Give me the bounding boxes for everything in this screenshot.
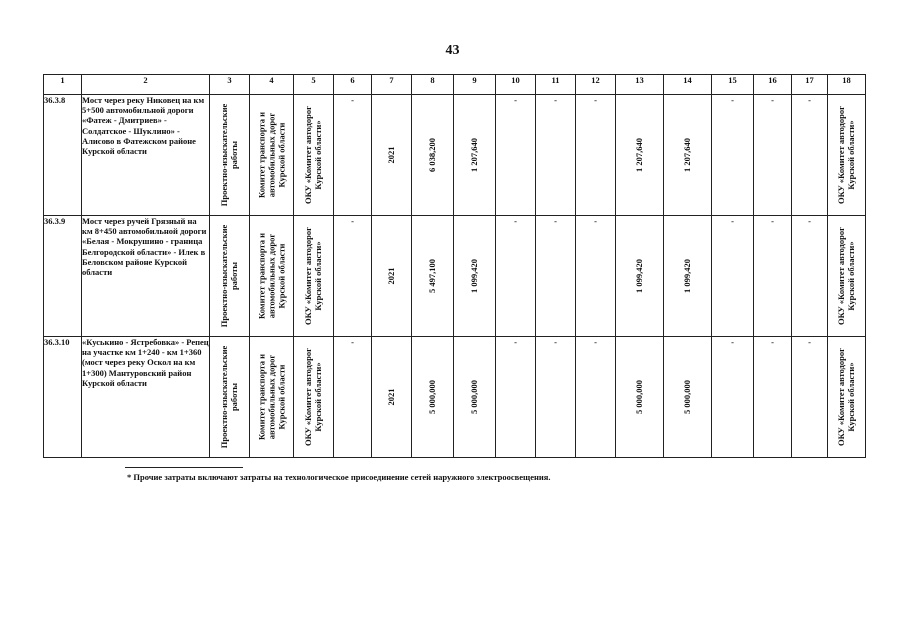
- row-number: 36.3.8: [44, 95, 82, 216]
- value-cell: -: [792, 216, 828, 337]
- object-name: «Куськино - Ястребовка» - Репец на участке км 1+240 - км 1+360 (мост через реку Оскол на км 1+300) Мантуровский район Курской области: [82, 337, 210, 458]
- responsible-cell: [828, 216, 866, 337]
- amount-cell: [664, 337, 712, 458]
- executor-cell: [294, 95, 334, 216]
- responsible-cell: [828, 95, 866, 216]
- value-cell: -: [576, 95, 616, 216]
- value-cell: -: [576, 337, 616, 458]
- header-cell: 2: [82, 75, 210, 95]
- footnote-rule: [125, 467, 243, 468]
- value-cell: -: [334, 216, 372, 337]
- work-type: Проектно-изыскательские работы: [218, 224, 239, 328]
- value-cell: -: [536, 337, 576, 458]
- amount-cell: [412, 337, 454, 458]
- amount: 1 207,640: [633, 138, 644, 172]
- value-cell: -: [792, 337, 828, 458]
- data-table: [43, 74, 866, 458]
- customer: Комитет транспорта и автомобильных дорог Курской области: [255, 354, 286, 441]
- amount: 1 099,420: [633, 259, 644, 293]
- header-cell: 12: [576, 75, 616, 95]
- year: 2021: [385, 267, 396, 285]
- amount-cell: [664, 216, 712, 337]
- table-row: [44, 95, 866, 216]
- year-cell: [372, 216, 412, 337]
- responsible: ОКУ «Комитет автодорог Курской области»: [835, 105, 856, 205]
- executor: ОКУ «Комитет автодорог Курской области»: [302, 347, 323, 447]
- value-cell: -: [754, 216, 792, 337]
- row-number: 36.3.9: [44, 216, 82, 337]
- work-type-cell: [210, 95, 250, 216]
- header-cell: 5: [294, 75, 334, 95]
- amount: 6 038,200: [426, 138, 437, 172]
- year-cell: [372, 95, 412, 216]
- amount: 1 099,420: [681, 259, 692, 293]
- header-cell: 11: [536, 75, 576, 95]
- responsible: ОКУ «Комитет автодорог Курской области»: [835, 226, 856, 326]
- work-type: Проектно-изыскательские работы: [218, 345, 239, 449]
- object-name: Мост через реку Никовец на км 5+500 автомобильной дороги «Фатеж - Дмитриев» - Солдатское - Шуклино» - Алисово в Фатежском районе Курской области: [82, 95, 210, 216]
- work-type-cell: [210, 216, 250, 337]
- executor-cell: [294, 216, 334, 337]
- header-cell: 9: [454, 75, 496, 95]
- customer: Комитет транспорта и автомобильных дорог Курской области: [255, 233, 286, 320]
- row-number: 36.3.10: [44, 337, 82, 458]
- value-cell: -: [536, 216, 576, 337]
- value-cell: -: [712, 337, 754, 458]
- header-cell: 18: [828, 75, 866, 95]
- amount-cell: [454, 95, 496, 216]
- header-cell: 17: [792, 75, 828, 95]
- header-cell: 16: [754, 75, 792, 95]
- footnote: * Прочие затраты включают затраты на технологическое присоединение сетей наружного электроосвещения.: [127, 472, 551, 482]
- amount: 5 000,000: [681, 380, 692, 414]
- value-cell: -: [712, 216, 754, 337]
- responsible: ОКУ «Комитет автодорог Курской области»: [835, 347, 856, 447]
- year: 2021: [385, 146, 396, 164]
- responsible-cell: [828, 337, 866, 458]
- amount-cell: [412, 216, 454, 337]
- amount-cell: [454, 216, 496, 337]
- amount-cell: [616, 216, 664, 337]
- amount: 5 000,000: [426, 380, 437, 414]
- value-cell: -: [792, 95, 828, 216]
- header-cell: 1: [44, 75, 82, 95]
- year: 2021: [385, 388, 396, 406]
- header-cell: 8: [412, 75, 454, 95]
- value-cell: -: [712, 95, 754, 216]
- value-cell: -: [496, 95, 536, 216]
- work-type-cell: [210, 337, 250, 458]
- value-cell: -: [536, 95, 576, 216]
- header-cell: 10: [496, 75, 536, 95]
- page-number: 43: [445, 43, 460, 58]
- year-cell: [372, 337, 412, 458]
- customer-cell: [250, 337, 294, 458]
- header-cell: 6: [334, 75, 372, 95]
- header-cell: 3: [210, 75, 250, 95]
- amount: 1 207,640: [681, 138, 692, 172]
- amount: 1 099,420: [468, 259, 479, 293]
- header-cell: 7: [372, 75, 412, 95]
- header-cell: 14: [664, 75, 712, 95]
- amount-cell: [454, 337, 496, 458]
- header-cell: 15: [712, 75, 754, 95]
- customer: Комитет транспорта и автомобильных дорог Курской области: [255, 112, 286, 199]
- value-cell: -: [496, 216, 536, 337]
- executor-cell: [294, 337, 334, 458]
- value-cell: -: [334, 337, 372, 458]
- header-cell: 4: [250, 75, 294, 95]
- work-type: Проектно-изыскательские работы: [218, 103, 239, 207]
- header-cell: 13: [616, 75, 664, 95]
- amount-cell: [616, 337, 664, 458]
- value-cell: -: [576, 216, 616, 337]
- amount-cell: [664, 95, 712, 216]
- amount-cell: [412, 95, 454, 216]
- amount: 5 497,100: [426, 259, 437, 293]
- customer-cell: [250, 216, 294, 337]
- amount: 5 000,000: [633, 380, 644, 414]
- table-row: [44, 216, 866, 337]
- executor: ОКУ «Комитет автодорог Курской области»: [302, 226, 323, 326]
- customer-cell: [250, 95, 294, 216]
- amount: 1 207,640: [468, 138, 479, 172]
- value-cell: -: [496, 337, 536, 458]
- object-name: Мост через ручей Грязный на км 8+450 автомобильной дороги «Белая - Мокрушино - граница Белгородской области» - Илек в Беловском районе Курской области: [82, 216, 210, 337]
- value-cell: -: [334, 95, 372, 216]
- table-row: [44, 337, 866, 458]
- amount-cell: [616, 95, 664, 216]
- header-row: [44, 75, 866, 95]
- value-cell: -: [754, 95, 792, 216]
- amount: 5 000,000: [468, 380, 479, 414]
- value-cell: -: [754, 337, 792, 458]
- executor: ОКУ «Комитет автодорог Курской области»: [302, 105, 323, 205]
